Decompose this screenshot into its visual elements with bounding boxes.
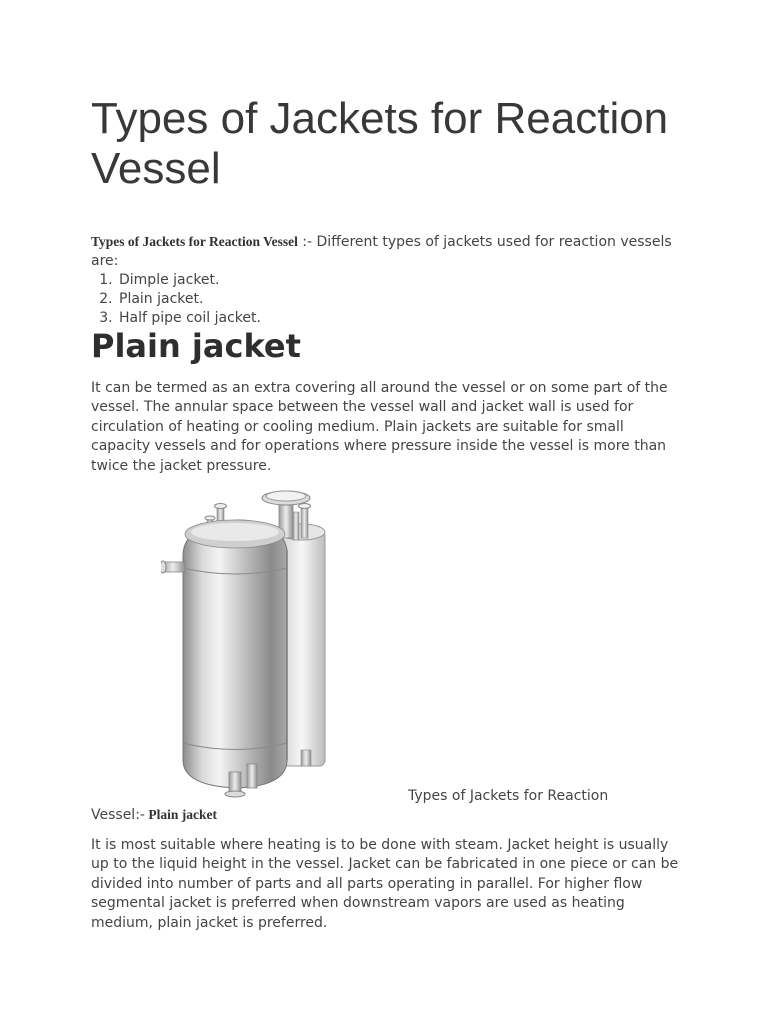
list-item: 1. Dimple jacket.: [117, 271, 681, 290]
list-item: 3. Half pipe coil jacket.: [117, 309, 681, 328]
paragraph-2: It is most suitable where heating is to be done with steam. Jacket height is usually up to the liquid height in the vessel. Jacket can be fabricated in one piece or can be divided into number of parts and all parts operating in parallel. For higher flow segmental jacket is preferred when downstream vapors are used as heating medium, plain jacket is preferred.: [91, 837, 679, 931]
list-item: 2. Plain jacket.: [117, 290, 681, 309]
intro-bold-lead: Types of Jackets for Reaction Vessel: [91, 234, 298, 249]
caption-bold: Plain jacket: [144, 807, 217, 822]
page-title: Types of Jackets for Reaction Vessel: [91, 94, 669, 193]
intro-text: [91, 232, 681, 271]
intro-block: [91, 232, 681, 328]
paragraph-1: It can be termed as an extra covering all around the vessel or on some part of the vessel. The annular space between the vessel wall and jacket wall is used for circulation of heating or cooling medium. Plain jackets are suitable for small capacity vessels and for operations where pressure inside the vessel is more than twice the jacket pressure.: [91, 380, 668, 474]
section-heading: Plain jacket: [91, 327, 301, 365]
jacketed-vessel-illustration: [161, 488, 411, 798]
figure-caption-part2: [91, 805, 217, 825]
figure-caption-part1: Types of Jackets for Reaction: [408, 788, 609, 804]
intro-description: :- Different types of jackets used for reaction vessels are:: [91, 234, 672, 269]
caption-prefix: Vessel:-: [91, 807, 145, 823]
vessel-svg: [161, 488, 411, 798]
jacket-types-list: [91, 271, 681, 328]
